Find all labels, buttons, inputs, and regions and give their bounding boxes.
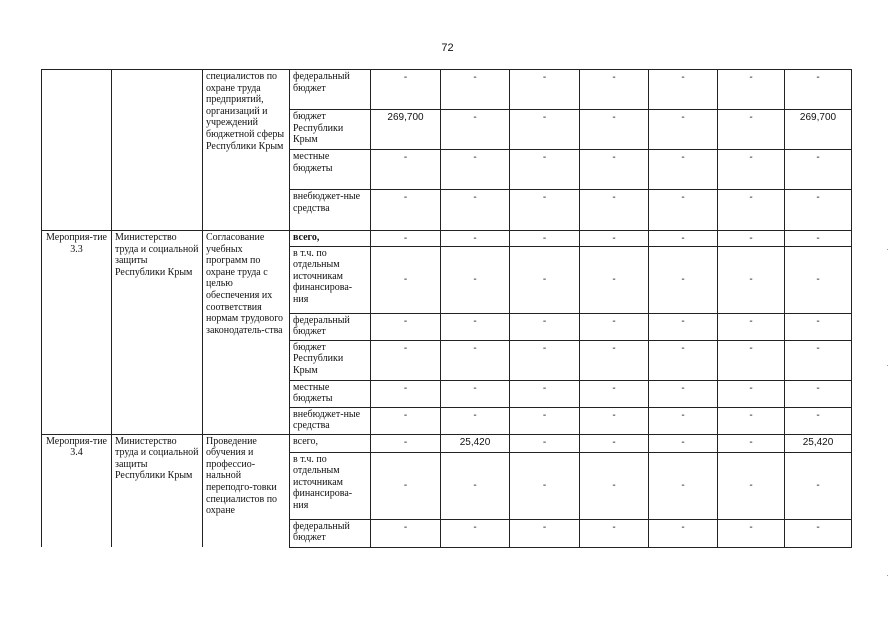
value-cell: - bbox=[371, 150, 441, 190]
value-cell: - bbox=[441, 70, 510, 110]
value-cell: - bbox=[510, 380, 580, 407]
value-cell: - bbox=[718, 452, 785, 519]
financing-table bbox=[41, 69, 852, 548]
value-cell: - bbox=[785, 407, 852, 434]
funding-source-cell: в т.ч. по отдельным источникам финансирова-ния bbox=[290, 452, 371, 519]
value-cell: - bbox=[580, 452, 649, 519]
value-cell: - bbox=[371, 340, 441, 380]
value-cell: 269,700 bbox=[371, 110, 441, 150]
value-cell: - bbox=[510, 313, 580, 340]
value-cell: - bbox=[580, 110, 649, 150]
value-cell: 25,420 bbox=[441, 434, 510, 452]
value-cell: - bbox=[441, 110, 510, 150]
margin-mark: · bbox=[886, 570, 889, 580]
value-cell: - bbox=[510, 519, 580, 547]
value-cell: - bbox=[718, 380, 785, 407]
value-cell: - bbox=[785, 313, 852, 340]
group-executor: Министерство труда и социальной защиты Республики Крым bbox=[112, 231, 203, 435]
value-cell: - bbox=[718, 340, 785, 380]
value-cell: - bbox=[718, 190, 785, 231]
value-cell: - bbox=[510, 70, 580, 110]
value-cell: 269,700 bbox=[785, 110, 852, 150]
value-cell: - bbox=[371, 313, 441, 340]
value-cell: - bbox=[441, 231, 510, 247]
value-cell: - bbox=[649, 190, 718, 231]
value-cell: - bbox=[510, 340, 580, 380]
value-cell: - bbox=[718, 407, 785, 434]
funding-source-cell: федеральный бюджет bbox=[290, 313, 371, 340]
group-activity-description: Согласование учебных программ по охране труда с целью обеспечения их соответствия нормам трудового законодатель-ства bbox=[203, 231, 290, 435]
value-cell: - bbox=[580, 380, 649, 407]
value-cell: - bbox=[718, 246, 785, 313]
value-cell: - bbox=[785, 380, 852, 407]
funding-source-cell: бюджет Республики Крым bbox=[290, 110, 371, 150]
value-cell: - bbox=[510, 190, 580, 231]
value-cell: - bbox=[785, 452, 852, 519]
value-cell: - bbox=[371, 434, 441, 452]
margin-mark: · bbox=[886, 244, 889, 254]
value-cell: - bbox=[441, 190, 510, 231]
group-activity-code bbox=[42, 70, 112, 231]
value-cell: - bbox=[785, 231, 852, 247]
value-cell: - bbox=[649, 434, 718, 452]
value-cell: - bbox=[510, 434, 580, 452]
value-cell: - bbox=[649, 340, 718, 380]
value-cell: - bbox=[785, 519, 852, 547]
value-cell: - bbox=[371, 246, 441, 313]
funding-source-cell: федеральный бюджет bbox=[290, 70, 371, 110]
value-cell: - bbox=[371, 380, 441, 407]
value-cell: - bbox=[510, 246, 580, 313]
value-cell: - bbox=[785, 246, 852, 313]
value-cell: - bbox=[441, 150, 510, 190]
value-cell: - bbox=[371, 70, 441, 110]
value-cell: - bbox=[649, 519, 718, 547]
value-cell: - bbox=[649, 452, 718, 519]
value-cell: - bbox=[371, 452, 441, 519]
funding-source-label: всего, bbox=[293, 232, 320, 243]
value-cell: - bbox=[785, 340, 852, 380]
margin-mark: · bbox=[886, 360, 889, 370]
value-cell: - bbox=[580, 150, 649, 190]
funding-source-cell bbox=[290, 231, 371, 247]
value-cell: - bbox=[371, 231, 441, 247]
value-cell: - bbox=[510, 231, 580, 247]
value-cell: - bbox=[441, 313, 510, 340]
value-cell: - bbox=[718, 150, 785, 190]
value-cell: - bbox=[580, 190, 649, 231]
funding-source-cell: в т.ч. по отдельным источникам финансирова-ния bbox=[290, 246, 371, 313]
value-cell: - bbox=[649, 70, 718, 110]
group-activity-code: Мероприя-тие 3.4 bbox=[42, 434, 112, 547]
value-cell: - bbox=[649, 380, 718, 407]
value-cell: - bbox=[510, 452, 580, 519]
value-cell: - bbox=[510, 407, 580, 434]
value-cell: - bbox=[371, 519, 441, 547]
value-cell: 25,420 bbox=[785, 434, 852, 452]
value-cell: - bbox=[580, 434, 649, 452]
value-cell: - bbox=[718, 434, 785, 452]
value-cell: - bbox=[510, 110, 580, 150]
value-cell: - bbox=[371, 190, 441, 231]
value-cell: - bbox=[649, 110, 718, 150]
value-cell: - bbox=[649, 407, 718, 434]
value-cell: - bbox=[580, 340, 649, 380]
value-cell: - bbox=[510, 150, 580, 190]
value-cell: - bbox=[441, 380, 510, 407]
group-activity-code: Мероприя-тие 3.3 bbox=[42, 231, 112, 435]
group-activity-description: Проведение обучения и профессио-нальной переподго-товки специалистов по охране bbox=[203, 434, 290, 547]
value-cell: - bbox=[441, 340, 510, 380]
funding-source-cell: всего, bbox=[290, 434, 371, 452]
funding-source-cell: местные бюджеты bbox=[290, 380, 371, 407]
value-cell: - bbox=[371, 407, 441, 434]
value-cell: - bbox=[718, 70, 785, 110]
funding-source-cell: федеральный бюджет bbox=[290, 519, 371, 547]
value-cell: - bbox=[718, 519, 785, 547]
funding-source-cell: бюджет Республики Крым bbox=[290, 340, 371, 380]
group-executor bbox=[112, 70, 203, 231]
funding-source-cell: местные бюджеты bbox=[290, 150, 371, 190]
value-cell: - bbox=[580, 407, 649, 434]
value-cell: - bbox=[441, 519, 510, 547]
value-cell: - bbox=[718, 231, 785, 247]
value-cell: - bbox=[580, 519, 649, 547]
value-cell: - bbox=[580, 246, 649, 313]
value-cell: - bbox=[580, 231, 649, 247]
value-cell: - bbox=[649, 313, 718, 340]
group-activity-description: специалистов по охране труда предприятий, организаций и учреждений бюджетной сферы Республики Крым bbox=[203, 70, 290, 231]
value-cell: - bbox=[580, 313, 649, 340]
page-number: 72 bbox=[441, 42, 454, 54]
value-cell: - bbox=[785, 190, 852, 231]
value-cell: - bbox=[785, 70, 852, 110]
value-cell: - bbox=[649, 246, 718, 313]
value-cell: - bbox=[785, 150, 852, 190]
funding-source-cell: внебюджет-ные средства bbox=[290, 407, 371, 434]
group-executor: Министерство труда и социальной защиты Республики Крым bbox=[112, 434, 203, 547]
value-cell: - bbox=[441, 407, 510, 434]
value-cell: - bbox=[649, 231, 718, 247]
value-cell: - bbox=[718, 313, 785, 340]
value-cell: - bbox=[441, 452, 510, 519]
funding-source-cell: внебюджет-ные средства bbox=[290, 190, 371, 231]
value-cell: - bbox=[580, 70, 649, 110]
value-cell: - bbox=[649, 150, 718, 190]
value-cell: - bbox=[441, 246, 510, 313]
value-cell: - bbox=[718, 110, 785, 150]
